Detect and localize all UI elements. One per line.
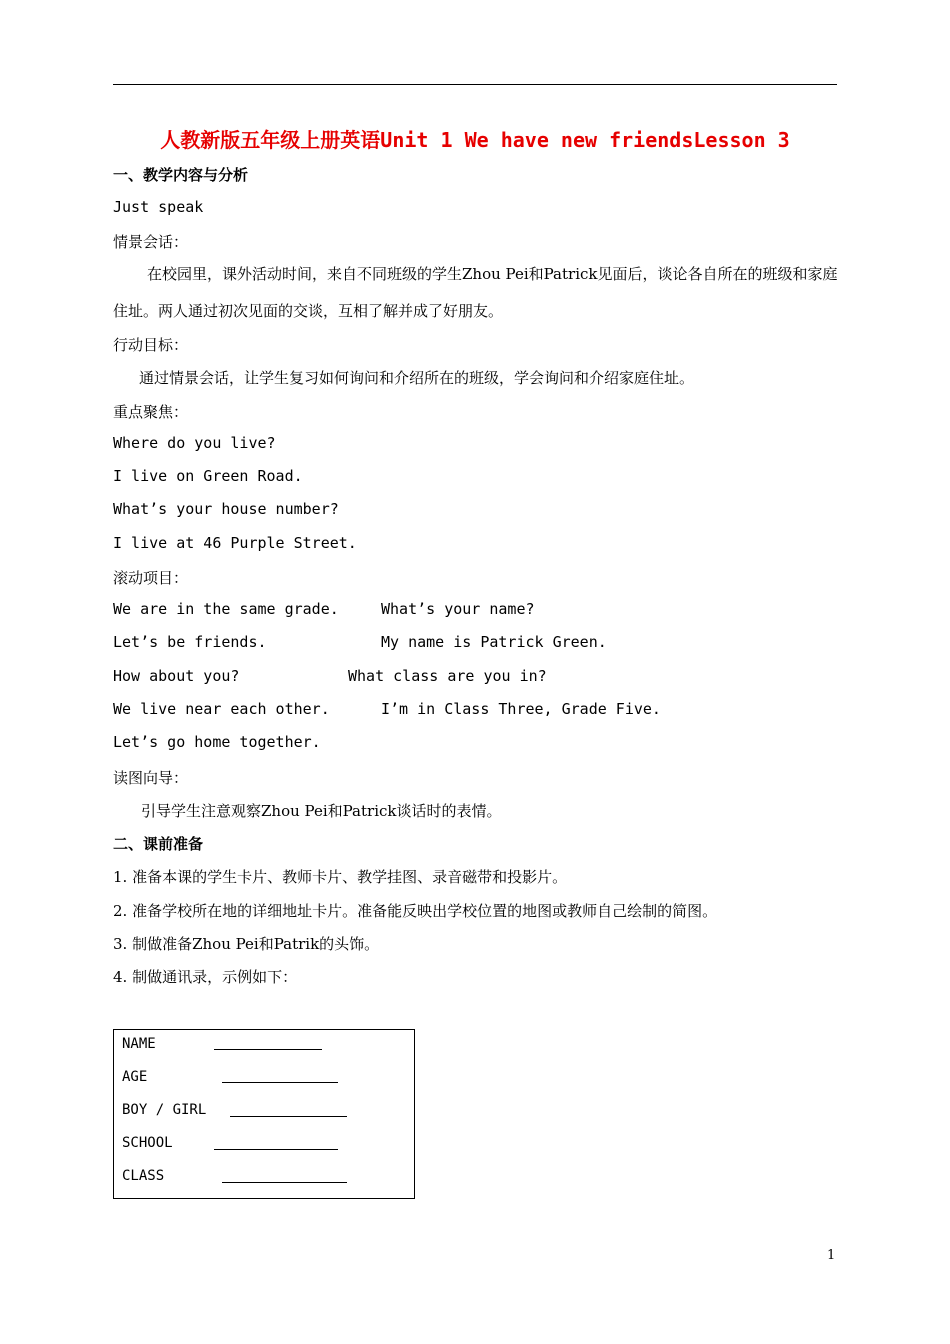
reading-label: 读图向导： xyxy=(113,769,189,787)
scene-label: 情景会话： xyxy=(113,233,189,251)
goal-label: 行动目标： xyxy=(113,336,189,354)
rolling-left: We live near each other. xyxy=(113,700,330,718)
section-1-heading: 一、教学内容与分析 xyxy=(113,166,249,184)
focus-label: 重点聚焦： xyxy=(113,403,189,421)
header-rule xyxy=(113,84,837,85)
contact-form-sample xyxy=(113,1029,415,1199)
rolling-right: My name is Patrick Green. xyxy=(381,633,607,651)
form-label-name: NAME xyxy=(122,1036,156,1052)
form-blank-age xyxy=(222,1082,338,1083)
reading-text: 引导学生注意观察Zhou Pei和Patrick谈话时的表情。 xyxy=(141,802,502,820)
focus-line: I live on Green Road. xyxy=(113,467,303,485)
prep-item: 2. 准备学校所在地的详细地址卡片。准备能反映出学校位置的地图或教师自己绘制的简图。 xyxy=(113,902,718,920)
page-number: 1 xyxy=(827,1248,836,1263)
form-blank-school xyxy=(214,1149,338,1150)
rolling-left: We are in the same grade. xyxy=(113,600,339,618)
focus-line: Where do you live? xyxy=(113,434,276,452)
form-blank-gender xyxy=(230,1116,347,1117)
scene-paragraph: 在校园里，课外活动时间，来自不同班级的学生Zhou Pei和Patrick见面后，谈论各自所在的班级和家庭住址。两人通过初次见面的交谈，互相了解并成了好朋友。 xyxy=(113,265,838,320)
form-label-age: AGE xyxy=(122,1069,148,1085)
focus-line: What’s your house number? xyxy=(113,500,339,518)
document-title: 人教新版五年级上册英语Unit 1 We have new friendsLesson 3 xyxy=(160,128,790,152)
prep-item: 1. 准备本课的学生卡片、教师卡片、教学挂图、录音磁带和投影片。 xyxy=(113,868,568,886)
prep-item: 4. 制做通讯录，示例如下： xyxy=(113,968,298,986)
form-label-school: SCHOOL xyxy=(122,1135,173,1151)
rolling-right: What class are you in? xyxy=(348,667,547,685)
rolling-right: What’s your name? xyxy=(381,600,535,618)
just-speak-label: Just speak xyxy=(113,198,204,216)
focus-line: I live at 46 Purple Street. xyxy=(113,534,357,552)
form-blank-name xyxy=(214,1049,322,1050)
section-2-heading: 二、课前准备 xyxy=(113,835,204,853)
rolling-left: How about you? xyxy=(113,667,240,685)
form-label-class: CLASS xyxy=(122,1168,165,1184)
goal-text: 通过情景会话，让学生复习如何询问和介绍所在的班级，学会询问和介绍家庭住址。 xyxy=(139,369,695,387)
rolling-right: I’m in Class Three, Grade Five. xyxy=(381,700,661,718)
rolling-left: Let’s be friends. xyxy=(113,633,267,651)
rolling-left: Let’s go home together. xyxy=(113,733,321,751)
form-label-gender: BOY / GIRL xyxy=(122,1102,207,1118)
form-blank-class xyxy=(222,1182,347,1183)
rolling-label: 滚动项目： xyxy=(113,569,189,587)
prep-item: 3. 制做准备Zhou Pei和Patrik的头饰。 xyxy=(113,935,380,953)
